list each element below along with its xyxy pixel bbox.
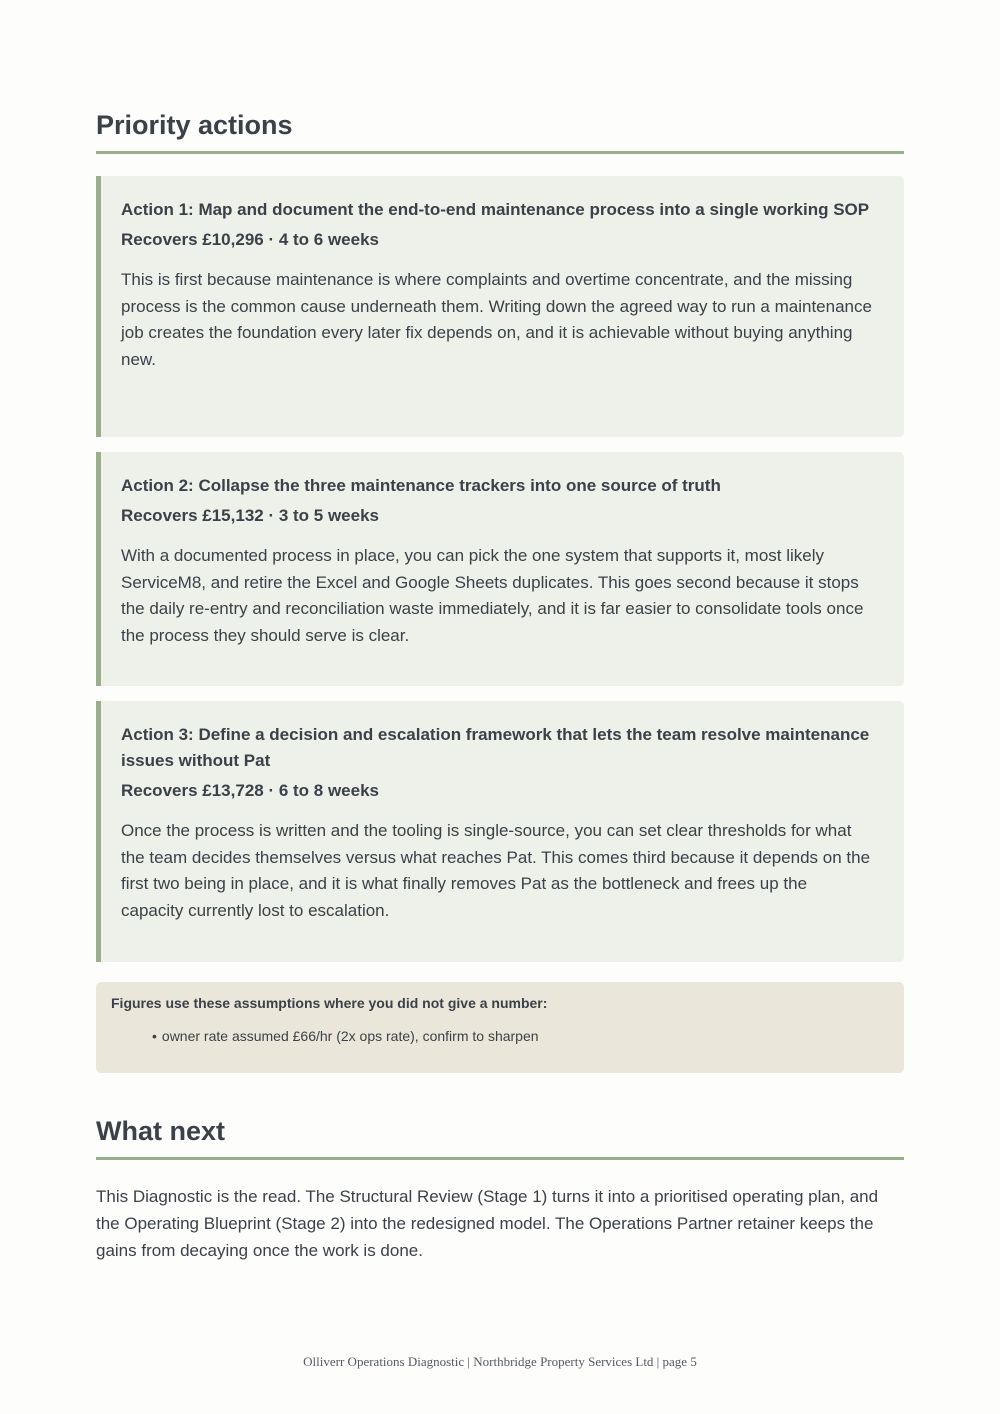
page-footer: Olliverr Operations Diagnostic | Northbridge Property Services Ltd | page 5 — [303, 1354, 697, 1369]
action-title: Action 2: Collapse the three maintenance trackers into one source of truth — [121, 476, 721, 495]
bullet-icon: • — [152, 1028, 157, 1044]
action-recovery: Recovers £10,296 · 4 to 6 weeks — [121, 230, 379, 249]
assumptions-list — [111, 1028, 889, 1044]
action-recovery: Recovers £13,728 · 6 to 8 weeks — [121, 781, 379, 800]
action-description: With a documented process in place, you can pick the one system that supports it, most likely ServiceM8, and retire the Excel and Google Sheets duplicates. This goes second because it stops the daily re-entry and reconciliation waste immediately, and it is far easier to consolidate tools once the process they should serve is clear. — [121, 546, 864, 645]
action-card — [96, 452, 904, 686]
action-card — [96, 701, 904, 962]
action-recovery: Recovers £15,132 · 3 to 5 weeks — [121, 506, 379, 525]
list-item — [152, 1028, 889, 1044]
assumptions-note — [96, 982, 904, 1073]
action-description: Once the process is written and the tooling is single-source, you can set clear thresholds for what the team decides themselves versus what reaches Pat. This comes third because it depends on the first two being in place, and it is what finally removes Pat as the bottleneck and frees up the capacity currently lost to escalation. — [121, 821, 871, 920]
what-next-heading: What next — [96, 1116, 904, 1160]
action-description: This is first because maintenance is where complaints and overtime concentrate, and the missing process is the common cause underneath them. Writing down the agreed way to run a maintenance job creates the foundation every later fix depends on, and it is achievable without buying anything new. — [121, 270, 872, 369]
priority-actions-heading: Priority actions — [96, 110, 904, 154]
action-card — [96, 176, 904, 437]
assumptions-title: Figures use these assumptions where you did not give a number: — [111, 995, 548, 1011]
action-title: Action 1: Map and document the end-to-end maintenance process into a single working SOP — [121, 200, 870, 219]
assumption-text: owner rate assumed £66/hr (2x ops rate), confirm to sharpen — [161, 1028, 539, 1044]
what-next-text: This Diagnostic is the read. The Structural Review (Stage 1) turns it into a prioritised operating plan, and the Operating Blueprint (Stage 2) into the redesigned model. The Operations Partner retainer keeps the gains from decaying once the work is done. — [96, 1187, 879, 1260]
action-title: Action 3: Define a decision and escalation framework that lets the team resolve maintenance issues without Pat — [121, 725, 870, 770]
